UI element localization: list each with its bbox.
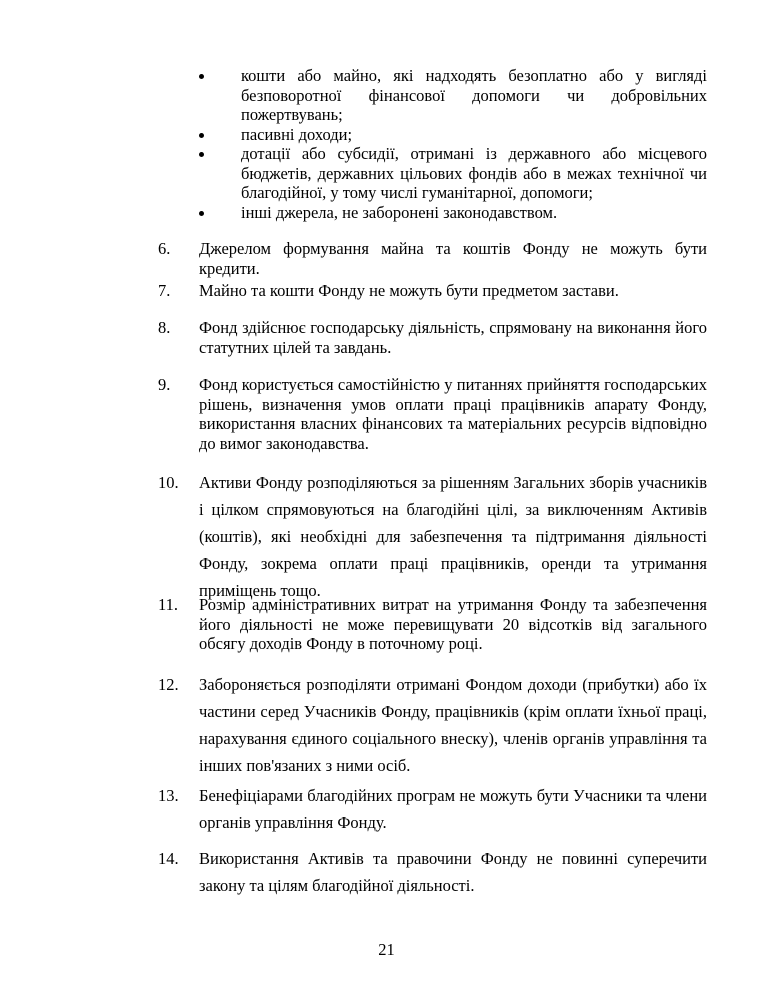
clause-text: Бенефіціарами благодійних програм не можуть бути Учасники та члени органів управління Фонду.	[199, 786, 707, 832]
list-item	[195, 144, 707, 203]
clause-11	[158, 595, 707, 654]
clause-text: Активи Фонду розподіляються за рішенням Загальних зборів учасників і цілком спрямовуються на благодійні цілі, за виключенням Активів (коштів), які необхідні для забезпечення та підтримання діяльності Фонду, зокрема оплати праці працівників, оренди та утримання приміщень тощо.	[199, 473, 707, 600]
clause-6	[158, 239, 707, 278]
clause-number: 8.	[158, 318, 171, 337]
clause-9	[158, 375, 707, 453]
list-item-text: інші джерела, не заборонені законодавством.	[241, 202, 558, 222]
income-sources-list	[195, 66, 707, 222]
clause-text: Забороняється розподіляти отримані Фондом доходи (прибутки) або їх частини серед Учасників Фонду, працівників (крім оплати їхньої праці, нарахування єдиного соціального внеску), членів органів управління та інших пов'язаних з ними осіб.	[199, 675, 707, 775]
page-number: 21	[378, 940, 395, 959]
bullet-icon	[199, 152, 204, 157]
clause-text: Фонд користується самостійністю у питаннях прийняття господарських рішень, визначення умов оплати праці працівників апарату Фонду, використання власних фінансових та матеріальних ресурсів відповідно до вимог законодавства.	[199, 375, 707, 453]
list-item	[195, 66, 707, 125]
list-item-text: кошти або майно, які надходять безоплатно або у вигляді безповоротної фінансової допомоги чи добровільних пожертвувань;	[241, 66, 707, 124]
clause-text: Фонд здійснює господарську діяльність, спрямовану на виконання його статутних цілей та завдань.	[199, 318, 707, 357]
clause-text: Джерелом формування майна та коштів Фонду не можуть бути кредити.	[199, 239, 707, 278]
clause-number: 6.	[158, 239, 171, 258]
clause-14	[158, 845, 707, 899]
clause-number: 11.	[158, 595, 179, 614]
clause-number: 9.	[158, 375, 171, 394]
clause-number: 12.	[158, 675, 179, 694]
clause-number: 13.	[158, 786, 179, 805]
bullet-icon	[199, 133, 204, 138]
list-item-text: дотації або субсидії, отримані із державного або місцевого бюджетів, державних цільових фондів або в межах технічної чи благодійної, у тому числі гуманітарної, допомоги;	[241, 144, 707, 202]
clause-number: 14.	[158, 849, 179, 868]
list-item	[195, 125, 707, 145]
list-item	[195, 203, 707, 223]
clause-text: Використання Активів та правочини Фонду не повинні суперечити закону та цілям благодійної діяльності.	[199, 849, 707, 895]
clause-number: 7.	[158, 281, 171, 300]
clause-7	[158, 281, 707, 301]
clause-text: Розмір адміністративних витрат на утримання Фонду та забезпечення його діяльності не може перевищувати 20 відсотків від загального обсягу доходів Фонду в поточному році.	[199, 595, 707, 653]
clause-8	[158, 318, 707, 357]
clause-number: 10.	[158, 473, 179, 492]
list-item-text: пасивні доходи;	[241, 124, 353, 144]
clause-text: Майно та кошти Фонду не можуть бути предметом застави.	[199, 281, 619, 300]
clause-12	[158, 671, 707, 779]
clause-13	[158, 782, 707, 836]
bullet-icon	[199, 74, 204, 79]
bullet-icon	[199, 211, 204, 216]
clause-10	[158, 469, 707, 604]
